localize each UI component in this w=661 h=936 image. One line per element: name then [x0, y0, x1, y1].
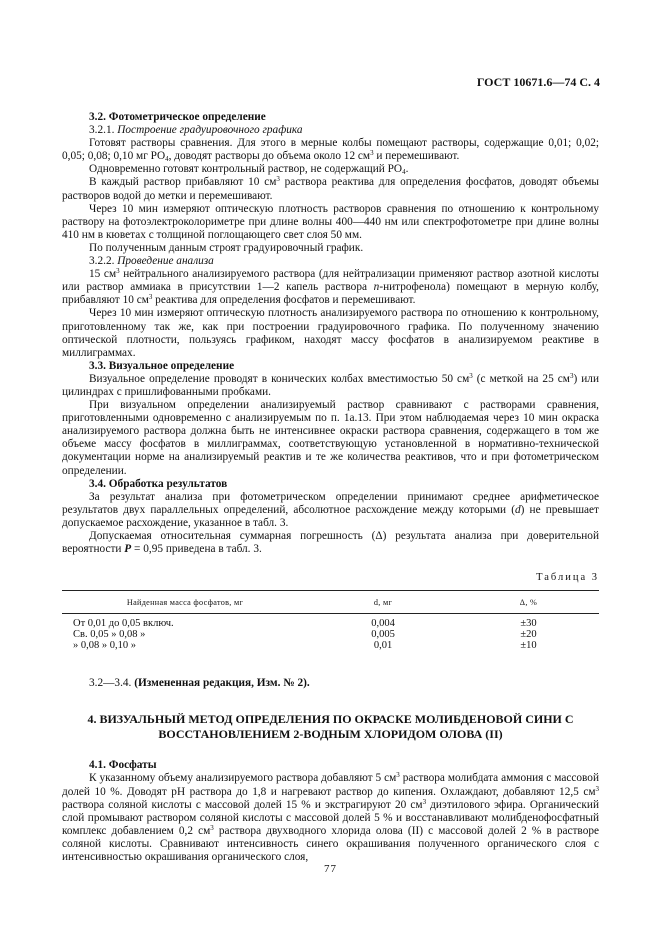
- paragraph: Готовят растворы сравнения. Для этого в мерные колбы помещают растворы, содержащие 0,01; 0,02; 0,05; 0,08; 0,10 мг $PO_4$, доводят растворы до объема около 12 $см^3$ и перемешивают.: [62, 137, 599, 164]
- paragraph: 15 $см^3$ нейтрального анализируемого раствора (для нейтрализации применяют раствор азотной кислоты или раствор аммиака в присутствии 1—2 капель раствора n-нитрофенола) помещают в мерную колбу, прибавляют 10 $см^3$ реактива для определения фосфатов и перемешивают.: [62, 267, 600, 307]
- section-3-2-title: 3.2. Фотометрическое определение: [89, 111, 266, 123]
- table-header-mass: Найденная масса фосфатов, мг: [62, 591, 308, 614]
- paragraph: Через 10 мин измеряют оптическую плотность анализируемого раствора по отношению к контрольному, приготовленному так же, как при построении градуировочного графика. По полученному значению оптической плотности, пользуясь графиком, находят массу фосфатов в анализируемом реактиве в миллиграммах.: [62, 307, 599, 359]
- table-header-d: d, мг: [308, 591, 458, 614]
- table-cell: ±30: [520, 618, 537, 630]
- table-cell: » 0,08 » 0,10 »: [73, 640, 136, 652]
- section-3-3-title: 3.3. Визуальное определение: [89, 359, 235, 372]
- paragraph: В каждый раствор прибавляют 10 $см^3$ раствора реактива для определения фосфатов, доводят объемы растворов водой до метки и перемешивают.: [62, 175, 599, 202]
- paragraph: Визуальное определение проводят в конических колбах вместимостью 50 $см^3$ (с меткой на 25 $см^3$) или цилиндрах с пришлифованными пробками.: [62, 371, 599, 398]
- subsection-4-1-title: 4.1. Фосфаты: [89, 759, 157, 772]
- table-header-delta: Δ, %: [458, 591, 599, 614]
- page-number: 77: [324, 863, 337, 875]
- paragraph: Допускаемая относительная суммарная погрешность (Δ) результата анализа при доверительной вероятности P = 0,95 приведена в табл. 3.: [62, 530, 599, 556]
- subsection-3-2-2: 3.2.2. Проведение анализа: [89, 255, 214, 268]
- table-cell: ±10: [520, 640, 537, 652]
- document-header: ГОСТ 10671.6—74 С. 4: [476, 75, 600, 89]
- table-cell: ±20: [520, 629, 537, 641]
- table-caption: Таблица 3: [536, 572, 599, 584]
- table-cell: От 0,01 до 0,05 включ.: [73, 618, 174, 630]
- paragraph: Через 10 мин измеряют оптическую плотность растворов сравнения по отношению к контрольному раствору на фотоэлектроколориметре при длине волны 400—440 нм или спектрофотометре при длине волны 410 нм в кюветах с толщиной поглощающего свет слоя 50 мм.: [62, 202, 599, 241]
- table-cell: Св. 0,05 » 0,08 »: [73, 629, 146, 641]
- subsection-3-2-1: 3.2.1. Построение градуировочного графика: [89, 124, 303, 137]
- table-row: [62, 640, 599, 651]
- page-body: [62, 111, 599, 864]
- table-3: [62, 590, 599, 651]
- table-row: [62, 614, 599, 630]
- paragraph: За результат анализа при фотометрическом определении принимают среднее арифметическое результатов двух параллельных определений, абсолютное расхождение между которыми (d) не превышает допускаемое расхождение, указанное в табл. 3.: [62, 490, 599, 529]
- section-4-title: 4. ВИЗУАЛЬНЫЙ МЕТОД ОПРЕДЕЛЕНИЯ ПО ОКРАСКЕ МОЛИБДЕНОВОЙ СИНИ С ВОССТАНОВЛЕНИЕМ 2-ВОДНЫМ ХЛОРИДОМ ОЛОВА (II): [87, 712, 574, 742]
- section-3-4-title: 3.4. Обработка результатов: [89, 477, 228, 490]
- paragraph: По полученным данным строят градуировочный график.: [89, 241, 364, 254]
- amendment-note: 3.2—3.4. (Измененная редакция, Изм. № 2).: [89, 677, 310, 690]
- paragraph: Одновременно готовят контрольный раствор, не содержащий $PO_4$.: [89, 163, 409, 177]
- table-cell: 0,005: [371, 629, 395, 641]
- table-cell: 0,004: [371, 618, 395, 630]
- table-row: [62, 629, 599, 640]
- paragraph: К указанному объему анализируемого раствора добавляют 5 $см^3$ раствора молибдата аммония с массовой долей 10 %. Доводят pH раствора до 1,8 и нагревают раствор до кипения. Охлаждают, добавляют 12,5 $см^3$ раствора соляной кислоты с массовой долей 15 % и экстрагируют 20 $см^3$ диэтилового эфира. Органический слой промывают раствором соляной кислоты с массовой долей 5 % и восстанавливают молибденофосфатный комплекс добавлением 0,2 $см^3$ раствора двухводного хлорида олова (II) с массовой долей 2 % в растворе соляной кислоты. Сравнивают интенсивность синего окрашивания полученного органического слоя с интенсивностью окрашивания органического слоя,: [62, 771, 600, 864]
- table-cell: 0,01: [373, 640, 393, 652]
- paragraph: При визуальном определении анализируемый раствор сравнивают с растворами сравнения, приготовленными одновременно с анализируемым по п. 1а.13. При этом наблюдаемая через 10 мин окраска анализируемого раствора должна быть не интенсивнее окраски раствора сравнения, содержащего в том же объеме массу фосфатов в миллиграммах, соответствующую установленной в нормативно-технической документации норме на анализируемый реактив и те же количества реактивов, что и при фотометрическом определении.: [62, 399, 599, 477]
